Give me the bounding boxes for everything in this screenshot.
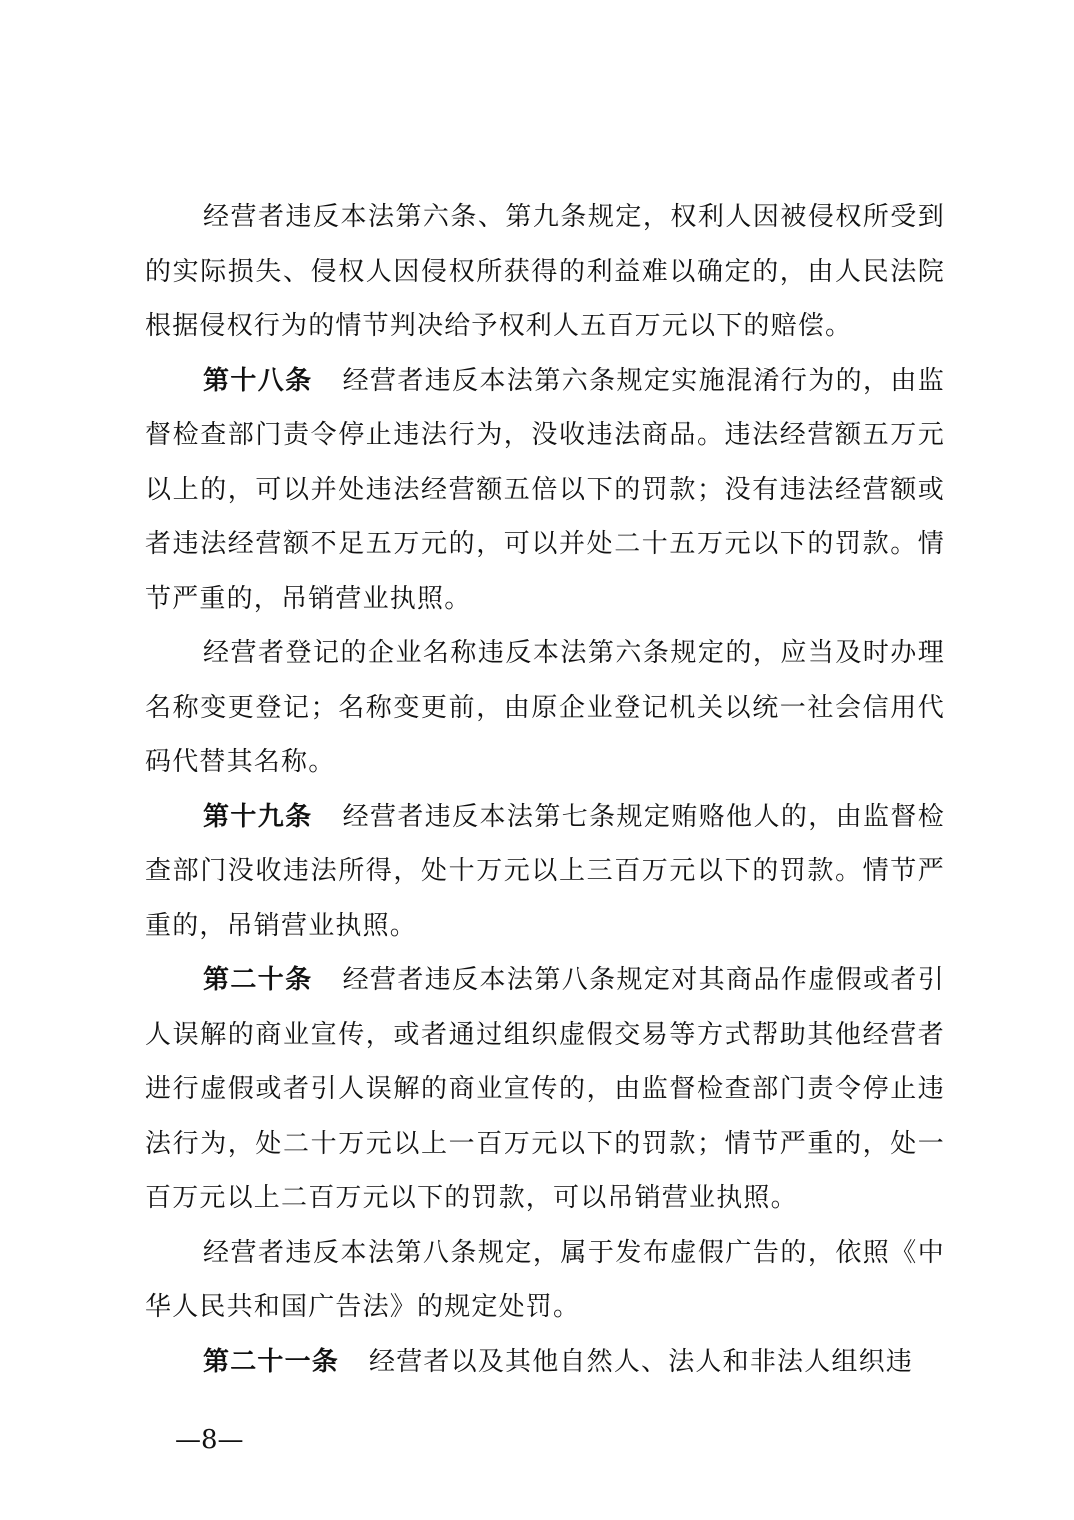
paragraph-text: 经营者违反本法第六条、第九条规定，权利人因被侵权所受到的实际损失、侵权人因侵权所获得的利益难以确定的，由人民法院根据侵权行为的情节判决给予权利人五百万元以下的赔偿。 — [145, 202, 945, 341]
page-number: —8— — [175, 1425, 244, 1455]
article-label: 第十九条 — [203, 801, 313, 832]
paragraph-3 — [145, 626, 945, 790]
paragraph-1 — [145, 190, 945, 354]
document-body — [145, 190, 945, 1389]
paragraph-text: 经营者违反本法第八条规定，属于发布虚假广告的，依照《中华人民共和国广告法》的规定处罚。 — [145, 1237, 945, 1322]
article-label: 第十八条 — [203, 365, 313, 396]
article-label: 第二十一条 — [203, 1346, 340, 1377]
article-label: 第二十条 — [203, 965, 313, 995]
paragraph-text: 经营者登记的企业名称违反本法第六条规定的，应当及时办理名称变更登记；名称变更前，由原企业登记机关以统一社会信用代码代替其名称。 — [145, 638, 945, 777]
paragraph-text: 经营者以及其他自然人、法人和非法人组织违 — [369, 1346, 914, 1377]
article-18 — [145, 354, 945, 627]
paragraph-text: 经营者违反本法第八条规定对其商品作虚假或者引人误解的商业宣传，或者通过组织虚假交易等方式帮助其他经营者进行虚假或者引人误解的商业宣传的，由监督检查部门责令停止违法行为，处二十万元以上一百万元以下的罚款；情节严重的，处一百万元以上二百万元以下的罚款，可以吊销营业执照。 — [145, 965, 945, 1213]
article-20 — [145, 953, 945, 1226]
article-19 — [145, 790, 945, 954]
paragraph-text: 经营者违反本法第六条规定实施混淆行为的，由监督检查部门责令停止违法行为，没收违法商品。违法经营额五万元以上的，可以并处违法经营额五倍以下的罚款；没有违法经营额或者违法经营额不足五万元的，可以并处二十五万元以下的罚款。情节严重的，吊销营业执照。 — [145, 365, 945, 614]
article-21 — [145, 1335, 945, 1390]
paragraph-6 — [145, 1226, 945, 1335]
paragraph-text: 经营者违反本法第七条规定贿赂他人的，由监督检查部门没收违法所得，处十万元以上三百万元以下的罚款。情节严重的，吊销营业执照。 — [145, 801, 945, 941]
